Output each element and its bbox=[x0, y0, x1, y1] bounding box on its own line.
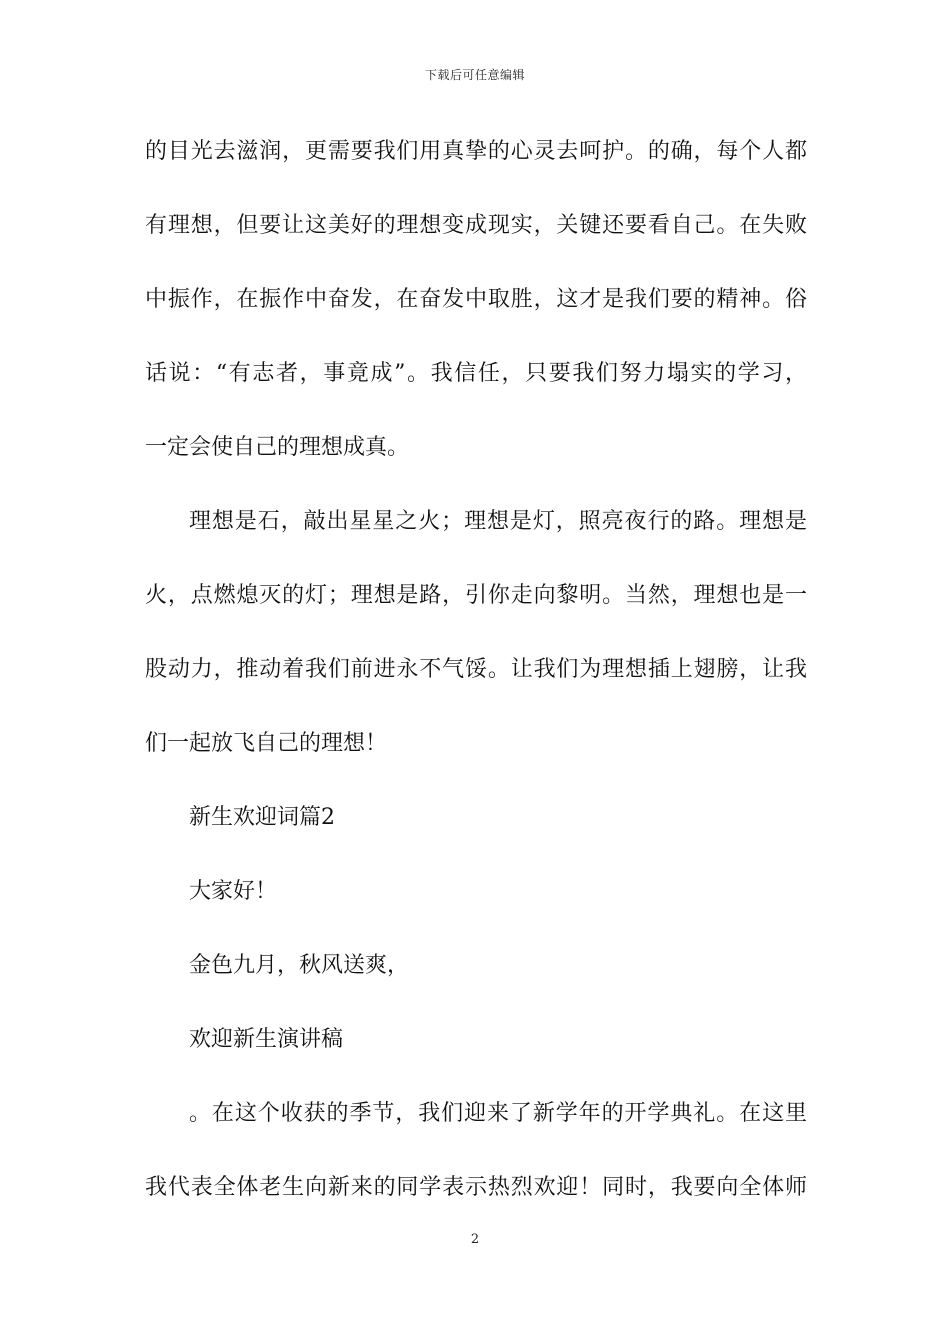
paragraph-final bbox=[145, 1095, 807, 1207]
header-note: 下载后可任意编辑 bbox=[424, 68, 525, 82]
paragraph-line: 火，点燃熄灭的灯；理想是路，引你走向黎明。当然，理想也是一 bbox=[145, 583, 807, 608]
document-body bbox=[145, 133, 807, 1207]
paragraph-2 bbox=[145, 503, 807, 763]
short-lines bbox=[145, 799, 807, 1059]
paragraph-line: 一定会使自己的理想成真。 bbox=[145, 435, 410, 460]
page-number: 2 bbox=[470, 1232, 480, 1247]
greeting-line: 大家好！ bbox=[189, 879, 278, 904]
paragraph-line: 股动力，推动着我们前进永不气馁。让我们为理想插上翅膀，让我 bbox=[145, 657, 807, 682]
short-line: 欢迎新生演讲稿 bbox=[189, 1027, 344, 1052]
paragraph-line: 理想是石，敲出星星之火；理想是灯，照亮夜行的路。理想是 bbox=[189, 509, 807, 534]
paragraph-line: 们一起放飞自己的理想！ bbox=[145, 731, 388, 756]
paragraph-line: 的目光去滋润，更需要我们用真挚的心灵去呵护。的确，每个人都 bbox=[145, 139, 807, 164]
short-line: 金色九月，秋风送爽， bbox=[189, 953, 410, 978]
paragraph-line: 有理想，但要让这美好的理想变成现实，关键还要看自己。在失败 bbox=[145, 213, 807, 238]
paragraph-line: 。在这个收获的季节，我们迎来了新学年的开学典礼。在这里 bbox=[189, 1101, 807, 1126]
paragraph-line: 中振作，在振作中奋发，在奋发中取胜，这才是我们要的精神。俗 bbox=[145, 287, 807, 312]
section-heading: 新生欢迎词篇2 bbox=[189, 805, 335, 830]
paragraph-1 bbox=[145, 133, 807, 467]
paragraph-line: 话说：“有志者，事竟成”。我信任，只要我们努力塌实的学习， bbox=[145, 361, 807, 386]
paragraph-line: 我代表全体老生向新来的同学表示热烈欢迎！同时，我要向全体师 bbox=[145, 1175, 807, 1200]
